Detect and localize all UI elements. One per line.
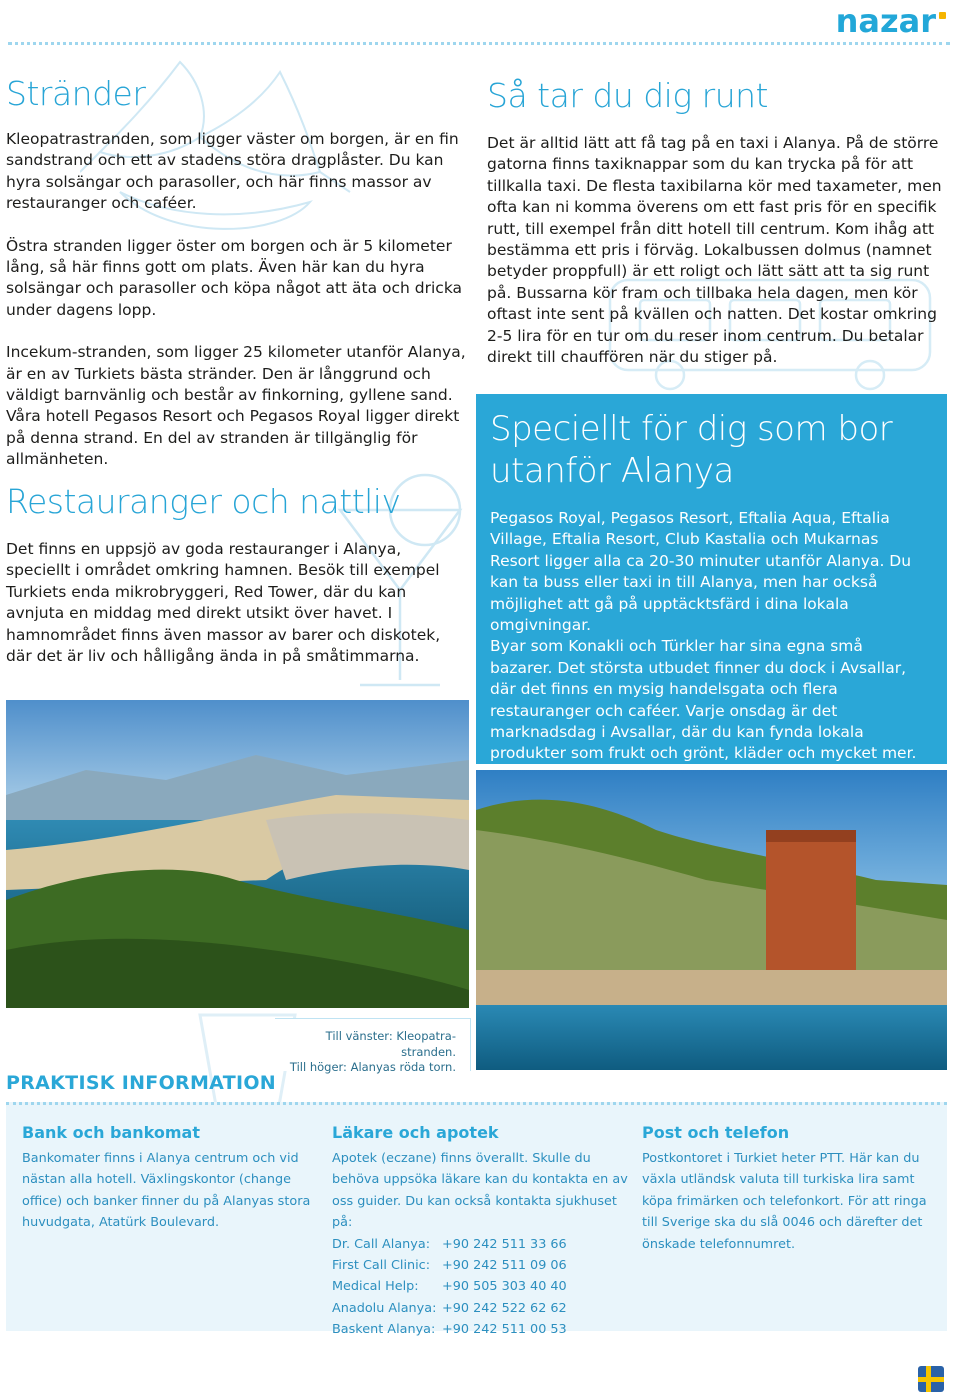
beaches-paragraph-2: Östra stranden ligger öster om borgen och är 5 kilometer lång, så här finns gott om plats. Även här kan du hyra solsängar och parasoller och köpa något att äta och dricka under dagens lopp. <box>6 236 463 319</box>
red-tower-photo <box>476 770 947 1070</box>
beaches-section <box>6 74 468 471</box>
restaurants-paragraph: Det finns en uppsjö av goda restauranger i Alanya, speciellt i området omkring hamnen. Besök till exempel Turkiets enda mikrobryggeri, Red Tower, där du kan avnjuta en middag med direkt utsikt över havet. I hamnområdet finns även massor av barer och diskotek, där det är liv och hålligång ända in på småtimmarna. <box>6 540 441 666</box>
kleopatra-beach-photo <box>6 700 469 1008</box>
post-text: Postkontoret i Turkiet heter PTT. Här kan du växla utländsk valuta till turkiska lira samt köpa frimärken och telefonkort. För att ringa till Sverige ska du slå 0046 och därefter det önskade telefonnumret. <box>642 1151 927 1252</box>
practical-info-panel <box>6 1102 947 1338</box>
phone-row <box>332 1319 630 1340</box>
phone-number: +90 242 511 09 06 <box>442 1258 567 1274</box>
phone-number: +90 242 522 62 62 <box>442 1300 567 1316</box>
outside-heading-line1: Speciellt för dig som bor <box>490 409 893 449</box>
phone-number: +90 505 303 40 40 <box>442 1279 567 1295</box>
outside-paragraph-2: Byar som Konakli och Türkler har sina egna små bazarer. Det största utbudet finner du dock i Avsallar, där det finns en mysig handelsgata och flera restauranger och caféer. Varje onsdag är det marknadsdag i Avsallar, där du kan fynda lokala produkter som frukt och grönt, kläder och mycket mer. <box>490 637 917 763</box>
transport-section <box>487 76 949 368</box>
swedish-flag-icon <box>918 1366 944 1392</box>
caption-line-1: Till vänster: Kleopatra-stranden. <box>325 1029 456 1059</box>
logo-dot <box>939 12 946 19</box>
post-title: Post och telefon <box>642 1123 790 1142</box>
caption-line-2: Till höger: Alanyas röda torn. <box>289 1060 456 1074</box>
outside-body <box>490 508 930 765</box>
post-column <box>642 1123 932 1255</box>
phone-row <box>332 1255 630 1276</box>
restaurants-heading: Restauranger och nattliv <box>6 482 401 521</box>
phone-label: Dr. Call Alanya: <box>332 1236 431 1252</box>
phone-label: Anadolu Alanya: <box>332 1300 437 1316</box>
restaurants-section <box>6 482 462 667</box>
phone-label: Medical Help: <box>332 1279 419 1295</box>
phone-number: +90 242 511 33 66 <box>442 1236 567 1252</box>
beaches-paragraph-1: Kleopatrastranden, som ligger väster om borgen, är en fin sandstrand och ett av stadens störa dragplåster. Du kan hyra solsängar och parasoller, och här finns massor av restauranger och caféer. <box>6 130 459 213</box>
transport-paragraph: Det är alltid lätt att få tag på en taxi i Alanya. På de större gatorna finns taxiknappar som du kan trycka på för att tillkalla taxi. De flesta taxibilarna kör med taxameter, men ofta kan ni komma överens om ett fast pris för en specifik rutt, till exempel från ditt hotell till centrum. Kom ihåg att bestämma ett pris i förväg. Lokalbussen dolmus (namnet betyder proppfull) är ett roligt och lätt sätt att ta sig runt på. Bussarna kör fram och tillbaka hela dagen, men kör oftast inte sent på kvällen och natten. Det kostar omkring 2-5 lira för en tur om du reser inom centrum. Du betalar direkt till chauffören när du stiger på. <box>487 134 942 367</box>
practical-heading: PRAKTISK INFORMATION <box>6 1072 276 1094</box>
brand-logo: nazar <box>836 2 946 40</box>
bank-column <box>22 1123 312 1234</box>
outside-heading <box>490 408 892 492</box>
outside-heading-line2: utanför Alanya <box>490 451 734 491</box>
doctor-title: Läkare och apotek <box>332 1123 499 1142</box>
beaches-heading: Stränder <box>6 74 146 113</box>
phone-row <box>332 1276 630 1297</box>
caption-box <box>275 1018 471 1074</box>
phone-row <box>332 1234 630 1255</box>
doctor-column <box>332 1123 630 1341</box>
transport-heading: Så tar du dig runt <box>487 76 768 115</box>
beaches-paragraph-3: Incekum-stranden, som ligger 25 kilometer utanför Alanya, är en av Turkiets bästa stränder. Den är långgrund och väldigt barnvänlig och består av finkorning, gyllene sand. Våra hotell Pegasos Resort och Pegasos Royal ligger direkt på denna strand. En del av stranden är tillgänglig för allmänheten. <box>6 343 466 469</box>
bank-title: Bank och bankomat <box>22 1123 200 1142</box>
doctor-text: Apotek (eczane) finns överallt. Skulle du behöva uppsöka läkare kan du kontakta en av oss guider. Du kan också kontakta sjukhuset på: <box>332 1151 628 1231</box>
phone-label: Baskent Alanya: <box>332 1322 436 1338</box>
phone-label: First Call Clinic: <box>332 1258 431 1274</box>
outside-alanya-box <box>476 394 947 764</box>
phone-row <box>332 1298 630 1319</box>
phone-number: +90 242 511 00 53 <box>442 1322 567 1338</box>
photo-caption <box>275 1019 470 1076</box>
outside-paragraph-1: Pegasos Royal, Pegasos Resort, Eftalia Aqua, Eftalia Village, Eftalia Resort, Club Kastalia och Mukarnas Resort ligger alla ca 20-30 minuter utanför Alanya. Du kan ta buss eller taxi in till Alanya, men har också möjlighet att gå på upptäcktsfärd i dina lokala omgivningar. <box>490 509 912 635</box>
bank-text: Bankomater finns i Alanya centrum och vid nästan alla hotell. Växlingskontor (change office) och banker finner du på Alanyas stora huvudgata, Atatürk Boulevard. <box>22 1151 311 1231</box>
